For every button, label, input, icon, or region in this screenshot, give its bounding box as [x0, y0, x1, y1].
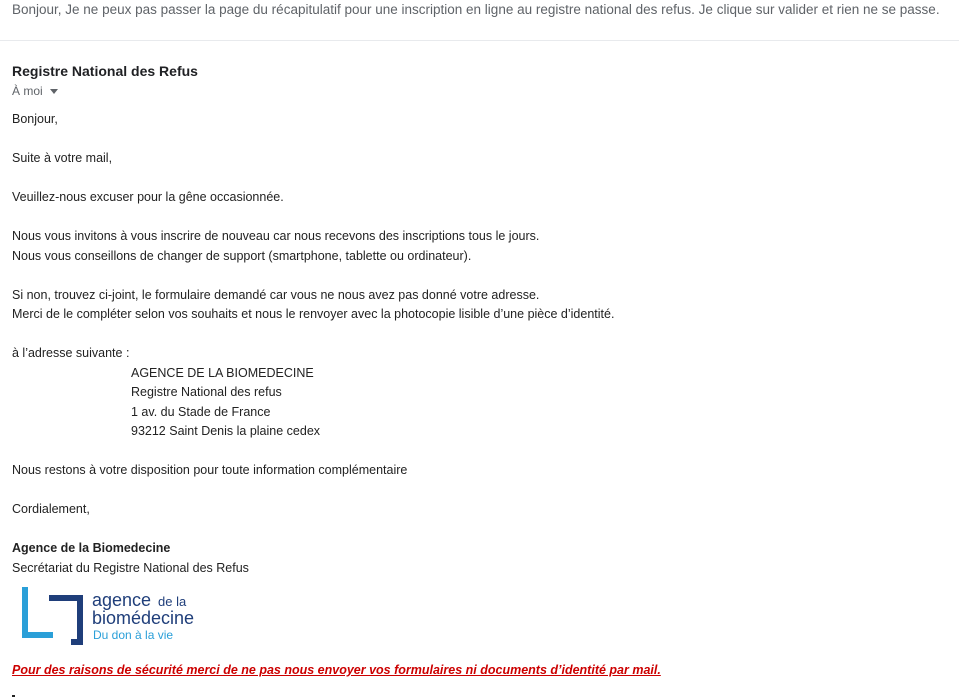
security-note: Pour des raisons de sécurité merci de ne pas nous envoyer vos formulaires ni documents d’identité par mail.: [12, 663, 661, 677]
body-paragraph-4-line-2: Merci de le compléter selon vos souhaits et nous le renvoyer avec la photocopie lisible d’une pièce d’identité.: [12, 307, 615, 321]
divider: [0, 40, 959, 41]
thread-snippet[interactable]: Bonjour, Je ne peux pas passer la page du récapitulatif pour une inscription en ligne au registre national des refus. Je clique sur valider et rien ne se passe.: [12, 2, 940, 17]
signature-title: Secrétariat du Registre National des Refus: [12, 561, 249, 575]
recipient-details-toggle[interactable]: [12, 84, 58, 98]
address-line: AGENCE DE LA BIOMEDECINE: [131, 366, 314, 380]
address-line: 1 av. du Stade de France: [131, 405, 271, 419]
greeting-text: Bonjour,: [12, 112, 58, 126]
chevron-down-icon[interactable]: [50, 89, 58, 94]
logo-word-biomedecine: biomédecine: [92, 608, 195, 628]
address-line: Registre National des refus: [131, 385, 282, 399]
address-line: 93212 Saint Denis la plaine cedex: [131, 424, 321, 438]
regards-text: Cordialement,: [12, 502, 90, 516]
text-cursor: [12, 695, 15, 697]
agence-biomedecine-logo: [22, 587, 212, 647]
logo-word-agence: agence: [92, 590, 152, 610]
recipient-label: À moi: [12, 84, 43, 98]
address-intro: à l’adresse suivante :: [12, 346, 130, 360]
body-paragraph-1: Suite à votre mail,: [12, 151, 113, 165]
closing-text: Nous restons à votre disposition pour toute information complémentaire: [12, 463, 408, 477]
logo-word-de-la: de la: [158, 594, 187, 609]
sender-name[interactable]: Registre National des Refus: [12, 63, 198, 79]
body-paragraph-4-line-1: Si non, trouvez ci-joint, le formulaire demandé car vous ne nous avez pas donné votre adresse.: [12, 288, 540, 302]
logo-tagline: Du don à la vie: [93, 628, 174, 642]
signature-name: Agence de la Biomedecine: [12, 541, 171, 555]
body-paragraph-2: Veuillez-nous excuser pour la gêne occasionnée.: [12, 190, 284, 204]
body-paragraph-3-line-1: Nous vous invitons à vous inscrire de nouveau car nous recevons des inscriptions tous le jours.: [12, 229, 540, 243]
body-paragraph-3-line-2: Nous vous conseillons de changer de support (smartphone, tablette ou ordinateur).: [12, 249, 472, 263]
